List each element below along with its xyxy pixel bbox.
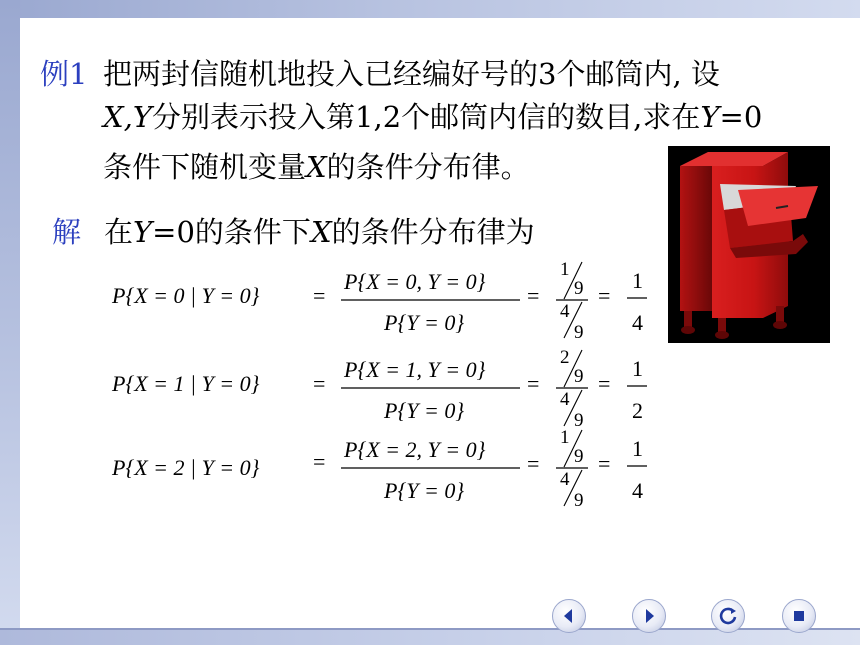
equation-1-sub-den: 4	[560, 301, 570, 322]
equation-2-denominator: P{Y = 0}	[384, 398, 465, 423]
equation-2-sub-den: 4	[560, 389, 570, 410]
stop-icon	[783, 600, 815, 632]
equation-3-numerator: P{X = 2, Y = 0}	[344, 437, 486, 462]
equation-1-numerator: P{X = 0, Y = 0}	[344, 269, 486, 294]
equation-3-result-den: 4	[632, 478, 643, 503]
solution-text-c: 的条件分布律为	[331, 215, 535, 249]
equation-1-sub-num-den: 9	[574, 278, 584, 299]
example-box-numbers: 1,2	[355, 100, 402, 134]
previous-icon	[553, 600, 585, 632]
equation-1-eq1: =	[313, 283, 326, 308]
equation-1-eq3: =	[598, 283, 611, 308]
equation-3-lhs: P{X = 2 | Y = 0}	[112, 455, 260, 480]
equation-3-eq3: =	[598, 451, 611, 476]
example-line-2-a: 分别表示投入第	[152, 100, 356, 134]
equation-3-sub-den-den: 9	[574, 490, 584, 511]
equation-2-eq1: =	[313, 371, 326, 396]
replay-button[interactable]	[711, 599, 745, 633]
example-cond-var: Y	[700, 100, 720, 134]
example-rv: X	[306, 150, 327, 184]
equation-1-lhs: P{X = 0 | Y = 0}	[112, 283, 260, 308]
equation-1-sub-num: 1	[560, 259, 570, 280]
equation-row-3	[111, 427, 647, 511]
example-line-3-a: 条件下随机变量	[103, 150, 307, 184]
solution-label: 解	[52, 215, 82, 249]
example-line-1: 把两封信随机地投入已经编好号的3个邮筒内, 设	[103, 57, 720, 91]
equation-1-denominator: P{Y = 0}	[384, 310, 465, 335]
equation-1-eq2: =	[527, 283, 540, 308]
equation-2-result-den: 2	[632, 398, 643, 423]
equation-3-sub-num-den: 9	[574, 446, 584, 467]
solution-text-a: 在	[104, 215, 134, 249]
equation-3-denominator: P{Y = 0}	[384, 478, 465, 503]
example-vars: X,Y	[103, 100, 153, 134]
equation-3-sub-den: 4	[560, 469, 570, 490]
equation-2-result-num: 1	[632, 356, 643, 381]
equation-2-sub-num: 2	[560, 347, 570, 368]
equation-2-sub-num-den: 9	[574, 366, 584, 387]
example-line-2-b: 个邮筒内信的数目,求在	[401, 100, 701, 134]
equation-3-eq1: =	[313, 449, 326, 474]
example-line-3-b: 的条件分布律。	[326, 150, 530, 184]
equation-3-sub-num: 1	[560, 427, 570, 448]
equation-1-sub-den-den: 9	[574, 322, 584, 343]
solution-text-b: 的条件下	[194, 215, 311, 249]
equation-2-numerator: P{X = 1, Y = 0}	[344, 357, 486, 382]
equation-2-sub-den-den: 9	[574, 410, 584, 431]
next-button[interactable]	[632, 599, 666, 633]
example-cond-eq: =0	[719, 100, 763, 134]
replay-icon	[712, 600, 744, 632]
equation-row-2	[111, 347, 647, 431]
equation-2-eq3: =	[598, 371, 611, 396]
equation-3-eq2: =	[527, 451, 540, 476]
solution-cond-var: Y	[133, 215, 153, 249]
next-icon	[633, 600, 665, 632]
equation-2-lhs: P{X = 1 | Y = 0}	[112, 371, 260, 396]
equation-1-result-den: 4	[632, 310, 643, 335]
equation-3-result-num: 1	[632, 436, 643, 461]
solution-var: X	[310, 215, 332, 249]
previous-button[interactable]	[552, 599, 586, 633]
equation-2-eq2: =	[527, 371, 540, 396]
example-label: 例1	[40, 57, 88, 91]
stop-button[interactable]	[782, 599, 816, 633]
equation-1-result-num: 1	[632, 268, 643, 293]
solution-cond-eq: =0	[152, 215, 195, 249]
equation-row-1	[111, 259, 647, 343]
